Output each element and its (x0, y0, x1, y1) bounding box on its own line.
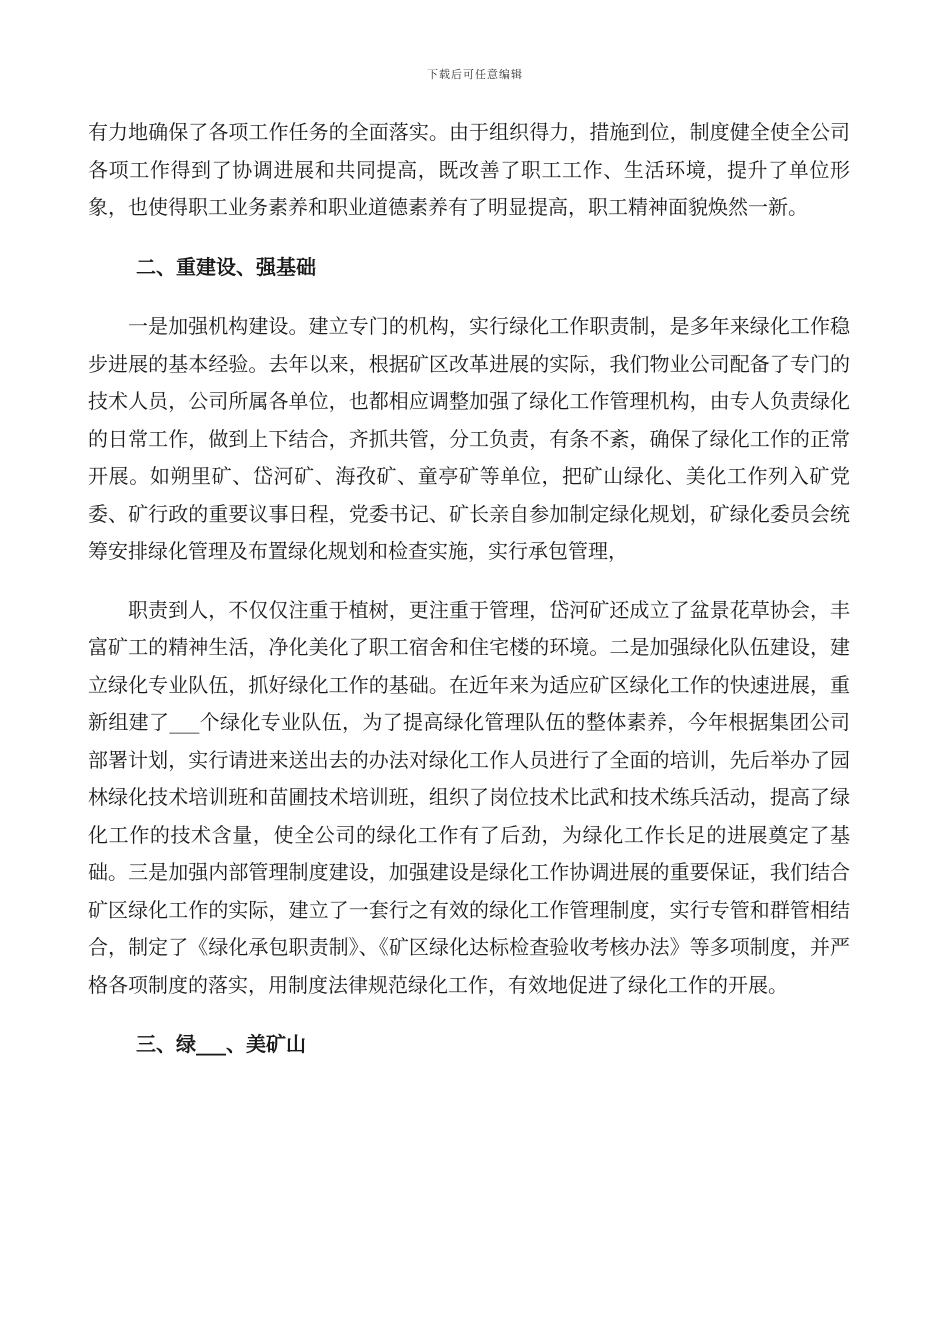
paragraph-organization: 一是加强机构建设。建立专门的机构，实行绿化工作职责制，是多年来绿化工作稳步进展的基本经验。去年以来，根据矿区改革进展的实际，我们物业公司配备了专门的技术人员，公司所属各单位，也都相应调整加强了绿化工作管理机构，由专人负责绿化的日常工作，做到上下结合，齐抓共管，分工负责，有条不紊，确保了绿化工作的正常开展。如朔里矿、岱河矿、海孜矿、童亭矿等单位，把矿山绿化、美化工作列入矿党委、矿行政的重要议事日程，党委书记、矿长亲自参加制定绿化规划，矿绿化委员会统筹安排绿化管理及布置绿化规划和检查实施，实行承包管理， (88, 314, 850, 563)
section-heading-3: 三、绿___、美矿山 (136, 1032, 306, 1056)
document-body (88, 114, 850, 1064)
page-header: 下载后可任意编辑 (427, 68, 523, 81)
section-heading-2: 二、重建设、强基础 (136, 254, 316, 279)
paragraph-continuation: 有力地确保了各项工作任务的全面落实。由于组织得力，措施到位，制度健全使全公司各项工作得到了协调进展和共同提高，既改善了职工工作、生活环境，提升了单位形象，也使得职工业务素养和职业道德素养有了明显提高，职工精神面貌焕然一新。 (88, 120, 850, 219)
paragraph-team-building: 职责到人，不仅仅注重于植树，更注重于管理，岱河矿还成立了盆景花草协会，丰富矿工的精神生活，净化美化了职工宿舍和住宅楼的环境。二是加强绿化队伍建设，建立绿化专业队伍，抓好绿化工作的基础。在近年来为适应矿区绿化工作的快速进展，重新组建了___个绿化专业队伍，为了提高绿化管理队伍的整体素养，今年根据集团公司部署计划，实行请进来送出去的办法对绿化工作人员进行了全面的培训，先后举办了园林绿化技术培训班和苗圃技术培训班，组织了岗位技术比武和技术练兵活动，提高了绿化工作的技术含量，使全公司的绿化工作有了后劲，为绿化工作长足的进展奠定了基础。三是加强内部管理制度建设，加强建设是绿化工作协调进展的重要保证，我们结合矿区绿化工作的实际，建立了一套行之有效的绿化工作管理制度，实行专管和群管相结合，制定了《绿化承包职责制》、《矿区绿化达标检查验收考核办法》等多项制度，并严格各项制度的落实，用制度法律规范绿化工作，有效地促进了绿化工作的开展。 (88, 597, 850, 997)
